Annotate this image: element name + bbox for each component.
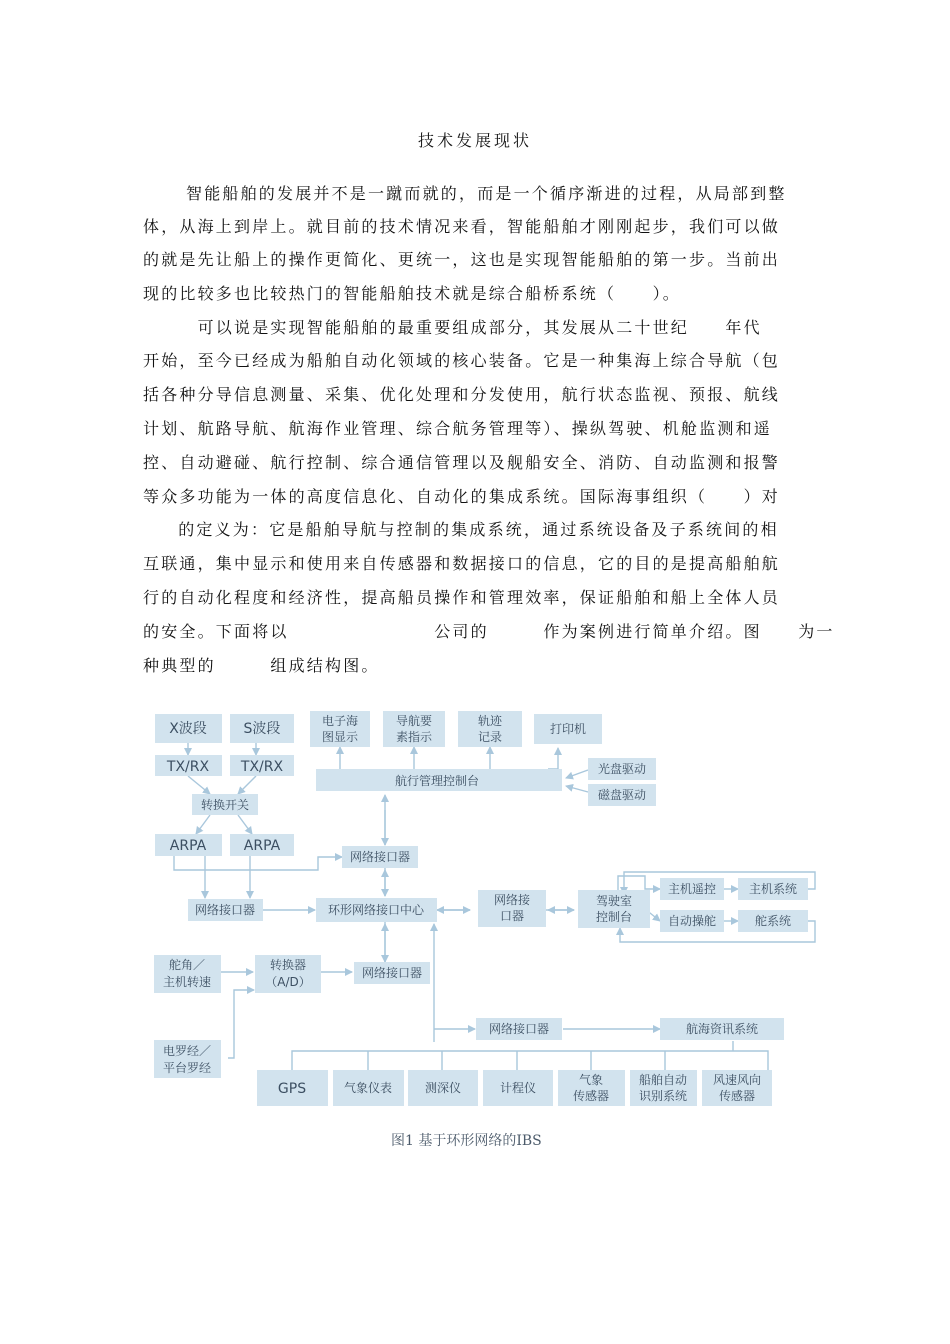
diagram-box-met-sensor bbox=[558, 1070, 625, 1106]
paragraph-line: 的就是先让船上的操作更简化、更统一，这也是实现智能船舶的第一步。当前出 bbox=[143, 250, 781, 269]
paragraph-line: 的定义为：它是船舶导航与控制的集成系统，通过系统设备及子系统间的相 bbox=[160, 520, 779, 539]
diagram-box-steering bbox=[738, 910, 808, 932]
svg-text:传感器: 传感器 bbox=[572, 1089, 610, 1103]
page-title: 技术发展现状 bbox=[417, 131, 532, 150]
diagram-box-me-system bbox=[738, 878, 808, 900]
diagram-box-nav-info bbox=[660, 1018, 784, 1040]
diagram-box-log bbox=[483, 1070, 553, 1106]
svg-text:网络接口器: 网络接口器 bbox=[488, 1022, 550, 1036]
diagram-box-txrx-1 bbox=[155, 755, 222, 776]
paragraph-line: 控、自动避碰、航行控制、综合通信管理以及舰船安全、消防、自动监测和报警 bbox=[143, 453, 781, 472]
diagram-box-arpa-1 bbox=[155, 834, 222, 856]
paragraph-line: 互联通，集中显示和使用来自传感器和数据接口的信息，它的目的是提高船舶航 bbox=[143, 554, 781, 573]
paragraph-line: 开始，至今已经成为船舶自动化领域的核心装备。它是一种集海上综合导航（包 bbox=[143, 351, 781, 370]
svg-text:平台罗经: 平台罗经 bbox=[162, 1061, 212, 1075]
diagram-box-x-band bbox=[155, 714, 222, 743]
diagram-box-s-band bbox=[230, 714, 294, 743]
svg-text:电子海: 电子海 bbox=[321, 714, 359, 728]
diagram-box-rudder-rpm bbox=[154, 955, 221, 993]
diagram-box-net-if-top bbox=[342, 846, 418, 868]
paragraph-line: 体，从海上到岸上。就目前的技术情况来看，智能船舶才刚刚起步，我们可以做 bbox=[143, 217, 781, 236]
svg-text:电罗经／: 电罗经／ bbox=[162, 1044, 212, 1058]
paragraph-line: 的安全。下面将以 公司的 作为案例进行简单介绍。图 为一 bbox=[143, 622, 835, 641]
diagram-box-arpa-2 bbox=[230, 834, 294, 856]
svg-text:航行管理控制台: 航行管理控制台 bbox=[394, 774, 480, 788]
svg-text:航海资讯系统: 航海资讯系统 bbox=[685, 1022, 759, 1036]
diagram-box-net-if-mid bbox=[478, 890, 546, 927]
svg-text:轨迹: 轨迹 bbox=[477, 714, 503, 728]
diagram-box-ecdis bbox=[310, 711, 370, 747]
diagram-box-track-record bbox=[458, 711, 522, 747]
svg-text:（A/D）: （A/D） bbox=[265, 975, 311, 989]
diagram-box-met-instr bbox=[333, 1070, 404, 1106]
diagram-box-net-if-left bbox=[188, 899, 263, 921]
svg-text:计程仪: 计程仪 bbox=[499, 1081, 537, 1095]
diagram-box-disk-drive bbox=[588, 784, 656, 806]
diagram-box-net-if-conv bbox=[354, 962, 430, 984]
svg-text:打印机: 打印机 bbox=[549, 722, 587, 736]
svg-text:GPS: GPS bbox=[277, 1081, 307, 1097]
svg-text:主机系统: 主机系统 bbox=[748, 882, 798, 896]
paragraph-line: 种典型的 组成结构图。 bbox=[143, 656, 380, 675]
paragraph-line: 括各种分导信息测量、采集、优化处理和分发使用，航行状态监视、预报、航线 bbox=[143, 385, 781, 404]
svg-text:风速风向: 风速风向 bbox=[712, 1073, 762, 1087]
svg-text:气象: 气象 bbox=[578, 1073, 604, 1087]
paragraph-line: 可以说是实现智能船舶的最重要组成部分，其发展从二十世纪 年代 bbox=[143, 318, 762, 337]
diagram-box-printer bbox=[534, 714, 602, 744]
paragraph-line: 等众多功能为一体的高度信息化、自动化的集成系统。国际海事组织（ ）对 bbox=[143, 487, 781, 506]
diagram-box-gps bbox=[257, 1070, 328, 1106]
arpa-label: ARPA bbox=[169, 838, 207, 854]
svg-text:图显示: 图显示 bbox=[321, 730, 359, 744]
diagram-box-bridge-console bbox=[578, 890, 650, 928]
svg-text:网络接口器: 网络接口器 bbox=[194, 903, 256, 917]
switch-label: 转换开关 bbox=[200, 798, 250, 812]
diagram-box-nav-elements bbox=[383, 711, 445, 747]
x-band-label: X波段 bbox=[169, 721, 207, 737]
svg-text:驾驶室: 驾驶室 bbox=[595, 894, 633, 908]
diagram-box-autopilot bbox=[660, 910, 724, 932]
svg-text:网络接口器: 网络接口器 bbox=[349, 850, 411, 864]
paragraph-line: 智能船舶的发展并不是一蹴而就的，而是一个循序渐进的过程，从局部到整 bbox=[186, 184, 787, 203]
diagram-box-nav-console bbox=[316, 769, 562, 791]
svg-text:网络接口器: 网络接口器 bbox=[361, 966, 423, 980]
s-band-label: S波段 bbox=[243, 721, 281, 737]
paragraph-line: 行的自动化程度和经济性，提高船员操作和管理效率，保证船舶和船上全体人员 bbox=[143, 588, 781, 607]
svg-text:记录: 记录 bbox=[477, 730, 503, 744]
svg-text:气象仪表: 气象仪表 bbox=[343, 1081, 393, 1095]
svg-text:控制台: 控制台 bbox=[595, 910, 633, 924]
txrx-label: TX/RX bbox=[240, 759, 284, 775]
paragraph-line: 现的比较多也比较热门的智能船舶技术就是综合船桥系统（ ）。 bbox=[143, 284, 682, 303]
svg-text:网络接: 网络接 bbox=[493, 893, 531, 907]
diagram-box-wind-sensor bbox=[702, 1070, 772, 1106]
diagram-box-switch bbox=[192, 794, 258, 815]
diagram-box-ais bbox=[630, 1070, 697, 1106]
svg-text:测深仪: 测深仪 bbox=[424, 1081, 462, 1095]
arpa-label: ARPA bbox=[243, 838, 281, 854]
svg-text:船舶自动: 船舶自动 bbox=[638, 1073, 688, 1087]
svg-text:舵角／: 舵角／ bbox=[168, 958, 206, 972]
svg-text:传感器: 传感器 bbox=[718, 1089, 756, 1103]
svg-text:主机遥控: 主机遥控 bbox=[667, 882, 717, 896]
diagram-box-ring-center bbox=[316, 898, 437, 922]
diagram-box-txrx-2 bbox=[230, 755, 294, 776]
svg-text:磁盘驱动: 磁盘驱动 bbox=[597, 788, 647, 802]
svg-text:自动操舵: 自动操舵 bbox=[667, 914, 717, 928]
svg-text:主机转速: 主机转速 bbox=[162, 975, 212, 989]
svg-text:环形网络接口中心: 环形网络接口中心 bbox=[327, 903, 425, 917]
figure-caption: 图1 基于环形网络的IBS bbox=[391, 1133, 542, 1149]
svg-text:素指示: 素指示 bbox=[395, 730, 433, 744]
svg-text:转换器: 转换器 bbox=[269, 958, 307, 972]
diagram-box-me-remote bbox=[660, 878, 724, 900]
txrx-label: TX/RX bbox=[166, 759, 210, 775]
diagram-box-gyro bbox=[154, 1040, 221, 1078]
diagram-box-cd-drive bbox=[588, 758, 656, 780]
diagram-box-net-if-bottom bbox=[476, 1018, 562, 1040]
svg-text:舵系统: 舵系统 bbox=[754, 914, 792, 928]
paragraph-line: 计划、航路导航、航海作业管理、综合航务管理等）、操纵驾驶、机舱监测和遥 bbox=[143, 419, 773, 438]
svg-text:口器: 口器 bbox=[499, 909, 525, 923]
svg-text:识别系统: 识别系统 bbox=[638, 1089, 688, 1103]
diagram-box-sounder bbox=[408, 1070, 478, 1106]
diagram-box-converter bbox=[255, 955, 321, 993]
svg-text:导航要: 导航要 bbox=[395, 714, 433, 728]
svg-text:光盘驱动: 光盘驱动 bbox=[597, 762, 647, 776]
